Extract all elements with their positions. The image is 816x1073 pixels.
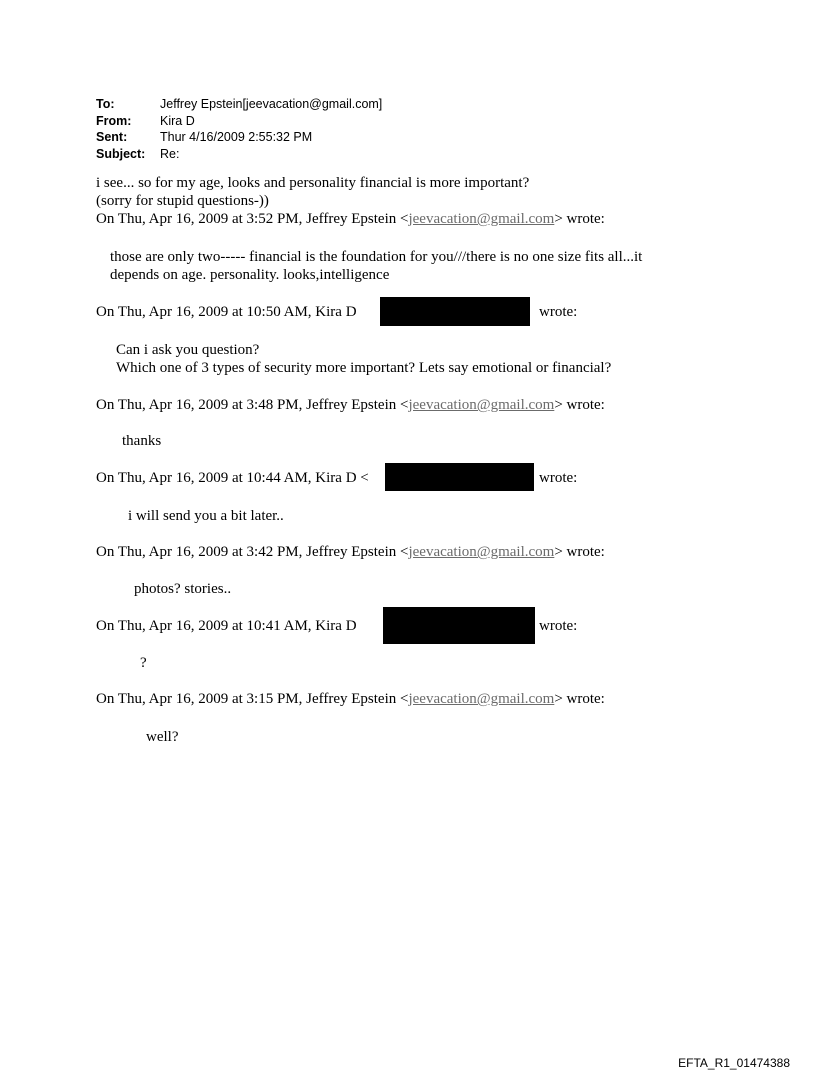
quote-text-1b: depends on age. personality. looks,intelligence <box>110 267 390 283</box>
quote-header-5 <box>96 543 605 561</box>
subject-row <box>96 146 382 163</box>
quote-header-text: On Thu, Apr 16, 2009 at 3:15 PM, Jeffrey Epstein < <box>96 691 409 707</box>
body-line-1: i see... so for my age, looks and personality financial is more important? <box>96 175 530 191</box>
quote-header-text: On Thu, Apr 16, 2009 at 3:48 PM, Jeffrey Epstein < <box>96 397 409 413</box>
quote-header-2: On Thu, Apr 16, 2009 at 10:50 AM, Kira D <box>96 304 357 320</box>
sent-label: Sent: <box>96 130 128 144</box>
redaction-box <box>383 607 535 644</box>
body-line-2: (sorry for stupid questions-)) <box>96 193 269 209</box>
quote-header-suffix: > wrote: <box>554 397 605 413</box>
quote-text-2b: Which one of 3 types of security more important? Lets say emotional or financial? <box>116 360 612 376</box>
email-header <box>96 96 382 162</box>
quote-header-6: On Thu, Apr 16, 2009 at 10:41 AM, Kira D <box>96 618 357 634</box>
quote-header-text: On Thu, Apr 16, 2009 at 3:52 PM, Jeffrey Epstein < <box>96 211 409 227</box>
email-link[interactable]: jeevacation@gmail.com <box>408 544 555 560</box>
document-id: EFTA_R1_01474388 <box>678 1056 790 1070</box>
redaction-box <box>380 297 530 326</box>
quote-text-7: well? <box>146 729 179 745</box>
quote-header-1 <box>96 210 605 228</box>
quote-header-text: On Thu, Apr 16, 2009 at 3:42 PM, Jeffrey Epstein < <box>96 544 409 560</box>
email-link[interactable]: jeevacation@gmail.com <box>408 397 555 413</box>
subject-value: Re: <box>160 146 180 161</box>
quote-header-4-suffix: wrote: <box>539 470 578 486</box>
quote-header-2-suffix: wrote: <box>539 304 578 320</box>
quote-text-6: ? <box>140 655 147 671</box>
quote-text-2a: Can i ask you question? <box>116 342 260 358</box>
email-link[interactable]: jeevacation@gmail.com <box>408 691 555 707</box>
quote-header-4: On Thu, Apr 16, 2009 at 10:44 AM, Kira D < <box>96 470 369 486</box>
email-link[interactable]: jeevacation@gmail.com <box>408 211 555 227</box>
sent-row <box>96 129 382 146</box>
quote-text-4: i will send you a bit later.. <box>128 508 284 524</box>
redaction-box <box>385 463 534 491</box>
quote-header-6-suffix: wrote: <box>539 618 578 634</box>
from-value: Kira D <box>160 113 195 128</box>
quote-header-suffix: > wrote: <box>554 544 605 560</box>
from-row <box>96 113 382 130</box>
quote-header-3 <box>96 396 605 414</box>
quote-text-3: thanks <box>122 433 162 449</box>
to-row <box>96 96 382 113</box>
sent-value: Thur 4/16/2009 2:55:32 PM <box>160 130 313 144</box>
to-value: Jeffrey Epstein[jeevacation@gmail.com] <box>160 97 383 111</box>
quote-header-suffix: > wrote: <box>554 211 605 227</box>
from-label: From: <box>96 113 132 128</box>
quote-text-1a: those are only two----- financial is the foundation for you///there is no one size fits all...it <box>110 249 643 265</box>
quote-header-suffix: > wrote: <box>554 691 605 707</box>
quote-text-5: photos? stories.. <box>134 581 232 597</box>
to-label: To: <box>96 97 115 111</box>
quote-header-7 <box>96 690 605 708</box>
subject-label: Subject: <box>96 146 146 161</box>
